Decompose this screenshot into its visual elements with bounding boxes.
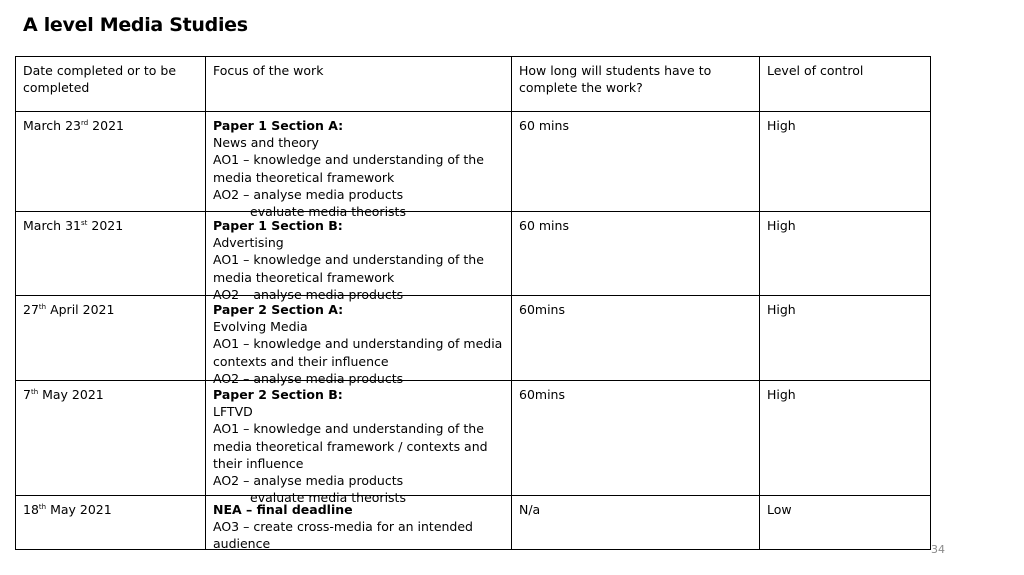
table-row [16, 112, 931, 212]
focus-heading: Paper 2 Section A: [213, 302, 344, 317]
focus-heading: Paper 2 Section B: [213, 387, 343, 402]
focus-cell [206, 496, 512, 550]
focus-line: Evolving Media [213, 319, 308, 335]
focus-line: AO2 – analyse media products [213, 370, 404, 386]
date-ordinal: st [80, 218, 88, 227]
date-cell [16, 296, 206, 381]
focus-line: News and theory [213, 135, 319, 151]
focus-indent: evaluate media theorists [250, 490, 406, 506]
date-cell [16, 212, 206, 296]
focus-lines [213, 403, 504, 489]
date-ordinal: rd [80, 118, 89, 127]
date-rest: April 2021 [46, 302, 115, 317]
focus-heading: NEA – final deadline [213, 502, 353, 517]
date-main: March 31 [23, 218, 81, 233]
duration-cell: 60 mins [512, 112, 760, 212]
focus-heading: Paper 1 Section B: [213, 218, 343, 233]
date-ordinal: th [30, 387, 39, 396]
assessment-schedule-table [15, 56, 931, 550]
focus-line: LFTVD [213, 404, 253, 420]
table-row [16, 381, 931, 496]
date-rest: 2021 [88, 118, 124, 133]
date-main: 27 [23, 302, 39, 317]
header-duration: How long will students have to complete the work? [512, 57, 760, 112]
date-rest: May 2021 [46, 502, 112, 517]
focus-line: AO1 – knowledge and understanding of the media theoretical framework [213, 152, 484, 185]
duration-cell: 60 mins [512, 212, 760, 296]
focus-lines [213, 518, 504, 552]
date-ordinal: th [38, 502, 47, 511]
focus-lines [213, 134, 504, 203]
focus-lines [213, 318, 504, 387]
control-cell: High [760, 112, 931, 212]
focus-line: AO1 – knowledge and understanding of the media theoretical framework / contexts and their influence [213, 421, 488, 471]
focus-line: AO1 – knowledge and understanding of media contexts and their influence [213, 336, 503, 369]
date-main: 7 [23, 387, 31, 402]
focus-indent: evaluate media theorists [250, 204, 406, 220]
focus-line: Advertising [213, 235, 284, 251]
table-row [16, 212, 931, 296]
date-rest: May 2021 [38, 387, 104, 402]
table-row [16, 496, 931, 550]
date-cell [16, 381, 206, 496]
focus-line: AO2 – analyse media products [213, 286, 404, 302]
control-cell: High [760, 296, 931, 381]
focus-line: AO3 – create cross-media for an intended audience [213, 519, 473, 552]
control-cell: Low [760, 496, 931, 550]
date-cell [16, 112, 206, 212]
focus-line: AO2 – analyse media products [213, 186, 404, 202]
date-cell [16, 496, 206, 550]
focus-heading: Paper 1 Section A: [213, 118, 344, 133]
duration-cell: N/a [512, 496, 760, 550]
focus-line: AO2 – analyse media products [213, 473, 404, 489]
date-rest: 2021 [87, 218, 124, 233]
focus-cell [206, 381, 512, 506]
page-title: A level Media Studies [23, 14, 248, 36]
page-number: 34 [931, 543, 945, 556]
duration-cell: 60mins [512, 381, 760, 496]
header-focus: Focus of the work [206, 57, 512, 112]
duration-cell: 60mins [512, 296, 760, 381]
focus-line: AO1 – knowledge and understanding of the media theoretical framework [213, 252, 484, 285]
date-main: 18 [23, 502, 39, 517]
focus-cell [206, 296, 512, 386]
header-control: Level of control [760, 57, 931, 112]
control-cell: High [760, 212, 931, 296]
header-date: Date completed or to be completed [16, 57, 206, 112]
control-cell: High [760, 381, 931, 496]
focus-cell [206, 112, 512, 220]
date-ordinal: th [38, 302, 47, 311]
date-main: March 23 [23, 118, 81, 133]
table-header-row [16, 57, 931, 112]
table-row [16, 296, 931, 381]
focus-cell [206, 212, 512, 302]
focus-lines [213, 234, 504, 303]
